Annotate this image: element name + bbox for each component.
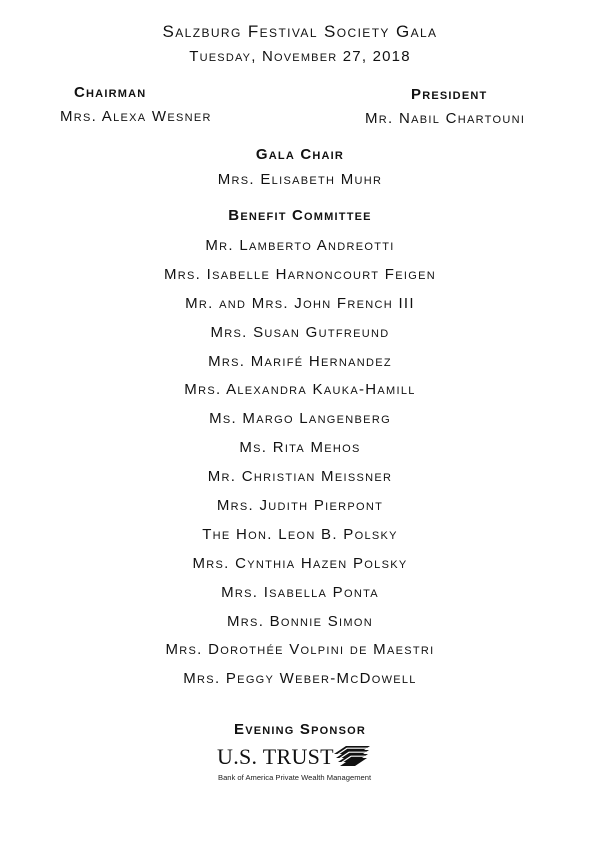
committee-member: Mrs. Isabella Ponta bbox=[221, 583, 379, 601]
benefit-committee-label: Benefit Committee bbox=[228, 207, 372, 224]
committee-member: Mrs. Isabelle Harnoncourt Feigen bbox=[164, 265, 436, 283]
sponsor-logo-text: U.S. TRUST bbox=[217, 744, 334, 769]
flag-icon bbox=[332, 745, 372, 767]
chairman-label: Chairman bbox=[74, 84, 147, 101]
gala-chair-label: Gala Chair bbox=[255, 146, 345, 163]
committee-member: The Hon. Leon B. Polsky bbox=[202, 525, 398, 543]
benefit-committee-list bbox=[0, 236, 600, 698]
committee-member: Mrs. Dorothée Volpini de Maestri bbox=[165, 641, 435, 659]
chairman-name: Mrs. Alexa Wesner bbox=[60, 108, 212, 125]
committee-member: Mr. and Mrs. John French III bbox=[185, 294, 415, 312]
president-name: Mr. Nabil Chartouni bbox=[365, 110, 526, 127]
page-title: Salzburg Festival Society Gala bbox=[162, 22, 438, 41]
committee-member: Mr. Christian Meissner bbox=[207, 468, 393, 486]
sponsor-logo-subtext: Bank of America Private Wealth Management bbox=[218, 773, 372, 782]
sponsor-logo bbox=[213, 742, 393, 788]
president-label: President bbox=[411, 86, 488, 103]
committee-member: Mrs. Marifé Hernandez bbox=[208, 352, 392, 370]
committee-member: Mrs. Alexandra Kauka-Hamill bbox=[184, 381, 416, 399]
committee-member: Mrs. Peggy Weber-McDowell bbox=[183, 670, 417, 688]
committee-member: Mrs. Susan Gutfreund bbox=[210, 323, 390, 341]
committee-member: Mrs. Cynthia Hazen Polsky bbox=[192, 554, 408, 572]
event-date: Tuesday, November 27, 2018 bbox=[189, 48, 411, 65]
gala-chair-name: Mrs. Elisabeth Muhr bbox=[217, 171, 383, 188]
evening-sponsor-label: Evening Sponsor bbox=[233, 721, 367, 738]
committee-member: Ms. Rita Mehos bbox=[239, 439, 361, 457]
committee-member: Mrs. Bonnie Simon bbox=[227, 612, 373, 630]
committee-member: Ms. Margo Langenberg bbox=[209, 410, 391, 428]
committee-member: Mrs. Judith Pierpont bbox=[216, 497, 384, 515]
committee-member: Mr. Lamberto Andreotti bbox=[205, 237, 395, 254]
